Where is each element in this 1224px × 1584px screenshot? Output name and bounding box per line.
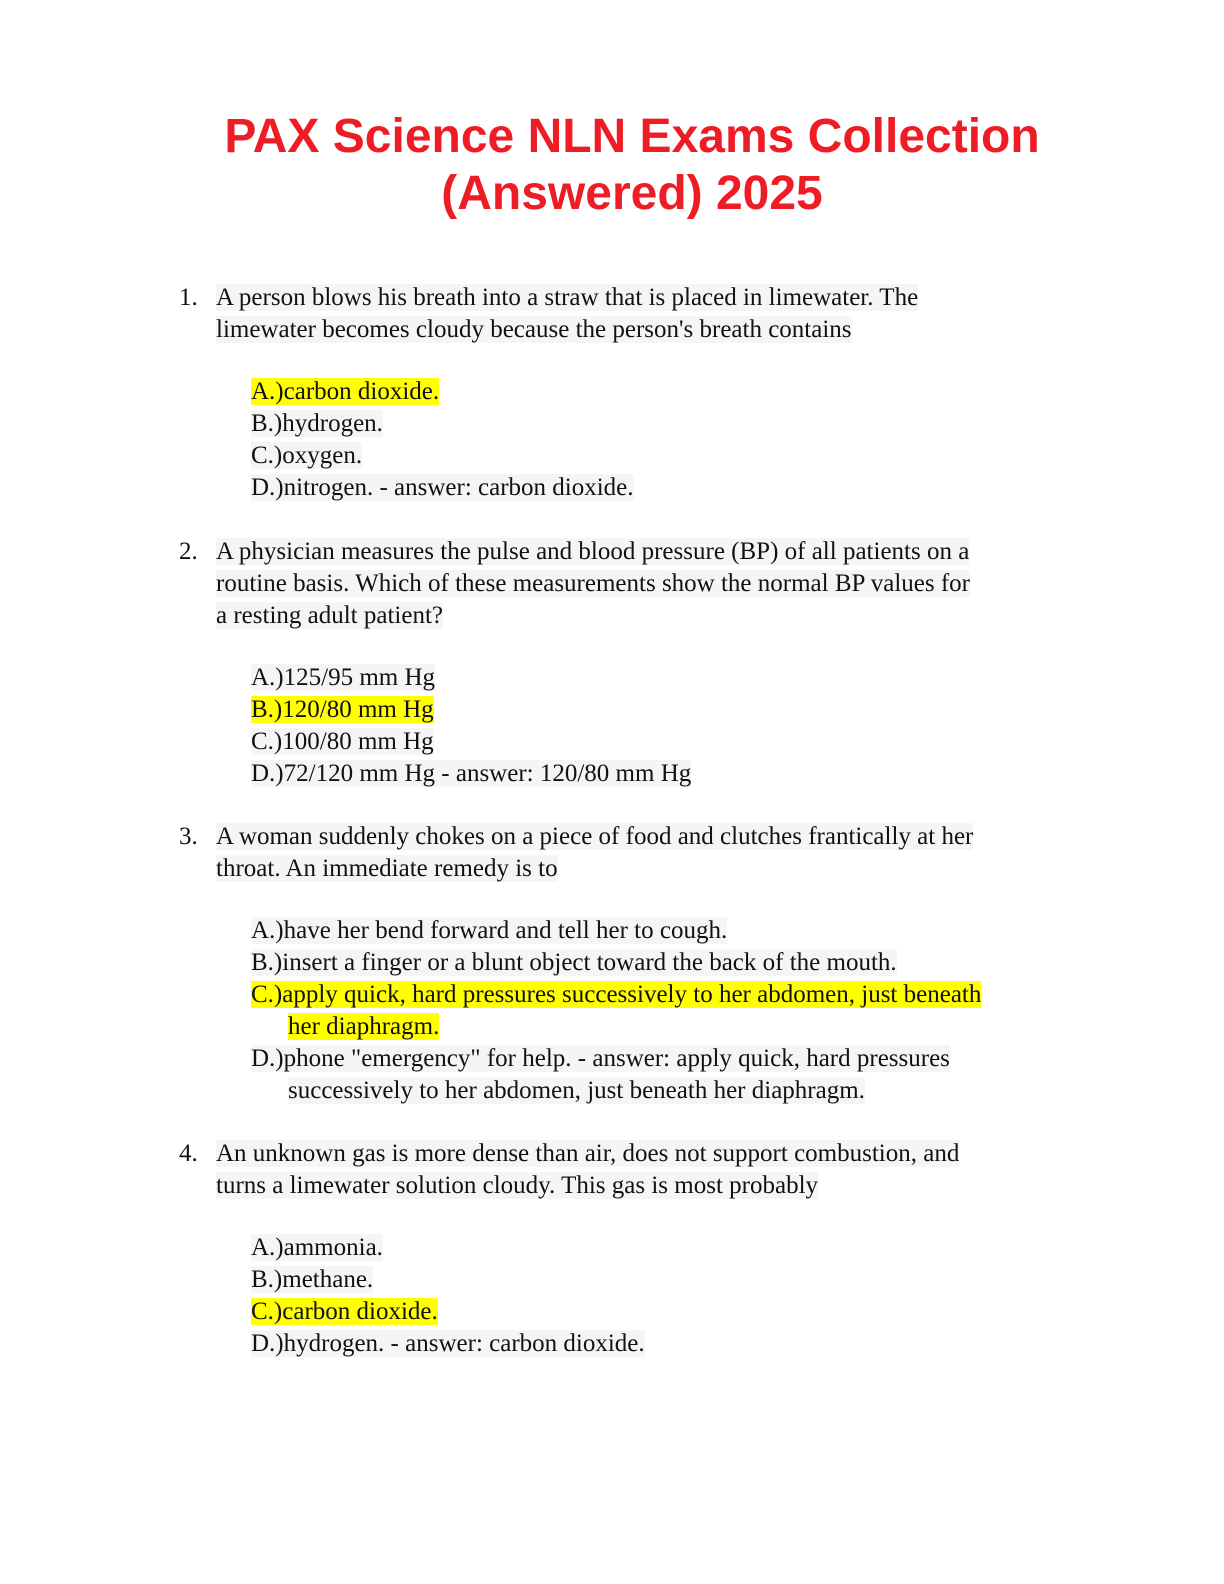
- option-d: [251, 1328, 1071, 1360]
- option-b: [251, 947, 1071, 979]
- option-text: insert a finger or a blunt object toward the back of the mouth.: [282, 949, 897, 976]
- option-text: nitrogen. - answer: carbon dioxide.: [283, 474, 634, 501]
- option-text: phone "emergency" for help. - answer: apply quick, hard pressures: [283, 1045, 950, 1072]
- option-c: [251, 979, 1071, 1043]
- option-text: 125/95 mm Hg: [283, 664, 436, 691]
- option-b: [251, 1264, 1071, 1296]
- question-text-line: A woman suddenly chokes on a piece of food and clutches frantically at her: [216, 823, 974, 850]
- question-text: [216, 282, 1061, 346]
- option-text: carbon dioxide.: [283, 378, 440, 405]
- answer-options: [251, 376, 1071, 504]
- option-label: B.): [251, 1266, 283, 1293]
- question-text-line: a resting adult patient?: [216, 602, 444, 629]
- answer-options: [251, 915, 1071, 1107]
- option-text: 120/80 mm Hg: [282, 696, 434, 723]
- question-text-line: A person blows his breath into a straw that is placed in limewater. The: [216, 284, 919, 311]
- option-text: carbon dioxide.: [282, 1298, 438, 1325]
- option-label: A.): [251, 664, 284, 691]
- option-a: [251, 1232, 1071, 1264]
- question-text-line: A physician measures the pulse and blood pressure (BP) of all patients on a: [216, 538, 970, 565]
- option-label: C.): [251, 981, 283, 1008]
- question-text-line: An unknown gas is more dense than air, does not support combustion, and: [216, 1140, 960, 1167]
- question-number: 1.: [179, 284, 198, 311]
- answer-options: [251, 662, 1071, 790]
- question-text-line: throat. An immediate remedy is to: [216, 855, 558, 882]
- question-text: [216, 536, 1061, 632]
- option-text: ammonia.: [283, 1234, 383, 1261]
- option-text: hydrogen.: [282, 410, 383, 437]
- question-text-line: limewater becomes cloudy because the person's breath contains: [216, 316, 852, 343]
- question-text: [216, 1138, 1061, 1202]
- option-label: B.): [251, 410, 283, 437]
- answer-options: [251, 1232, 1071, 1360]
- option-label: A.): [251, 1234, 284, 1261]
- option-label: A.): [251, 378, 284, 405]
- option-label: D.): [251, 760, 284, 787]
- question-text: [216, 821, 1061, 885]
- question-number: 3.: [179, 823, 198, 850]
- option-text: 72/120 mm Hg - answer: 120/80 mm Hg: [283, 760, 692, 787]
- option-text-continuation: successively to her abdomen, just beneath her diaphragm.: [288, 1077, 865, 1104]
- option-text-continuation: her diaphragm.: [288, 1013, 440, 1040]
- option-label: B.): [251, 696, 283, 723]
- option-c: [251, 440, 1071, 472]
- option-d: [251, 472, 1071, 504]
- option-b: [251, 408, 1071, 440]
- question-number: 2.: [179, 538, 198, 565]
- option-a: [251, 915, 1071, 947]
- question-text-line: turns a limewater solution cloudy. This gas is most probably: [216, 1172, 819, 1199]
- option-label: C.): [251, 728, 283, 755]
- option-label: D.): [251, 474, 284, 501]
- option-d: [251, 758, 1071, 790]
- option-label: D.): [251, 1330, 284, 1357]
- title-line-1: PAX Science NLN Exams Collection: [224, 110, 1040, 163]
- option-c: [251, 726, 1071, 758]
- question-number: 4.: [179, 1140, 198, 1167]
- option-text: methane.: [282, 1266, 374, 1293]
- option-d: [251, 1043, 1071, 1107]
- title-line-2: (Answered) 2025: [441, 167, 823, 220]
- option-text: 100/80 mm Hg: [282, 728, 434, 755]
- option-b: [251, 694, 1071, 726]
- option-text: apply quick, hard pressures successively to her abdomen, just beneath: [282, 981, 982, 1008]
- option-label: D.): [251, 1045, 284, 1072]
- option-a: [251, 376, 1071, 408]
- page-title: [120, 108, 1144, 222]
- option-c: [251, 1296, 1071, 1328]
- question-text-line: routine basis. Which of these measurements show the normal BP values for: [216, 570, 971, 597]
- option-text: oxygen.: [282, 442, 363, 469]
- option-text: hydrogen. - answer: carbon dioxide.: [283, 1330, 645, 1357]
- option-text: have her bend forward and tell her to cough.: [283, 917, 728, 944]
- option-label: B.): [251, 949, 283, 976]
- option-label: A.): [251, 917, 284, 944]
- option-label: C.): [251, 1298, 283, 1325]
- option-label: C.): [251, 442, 283, 469]
- option-a: [251, 662, 1071, 694]
